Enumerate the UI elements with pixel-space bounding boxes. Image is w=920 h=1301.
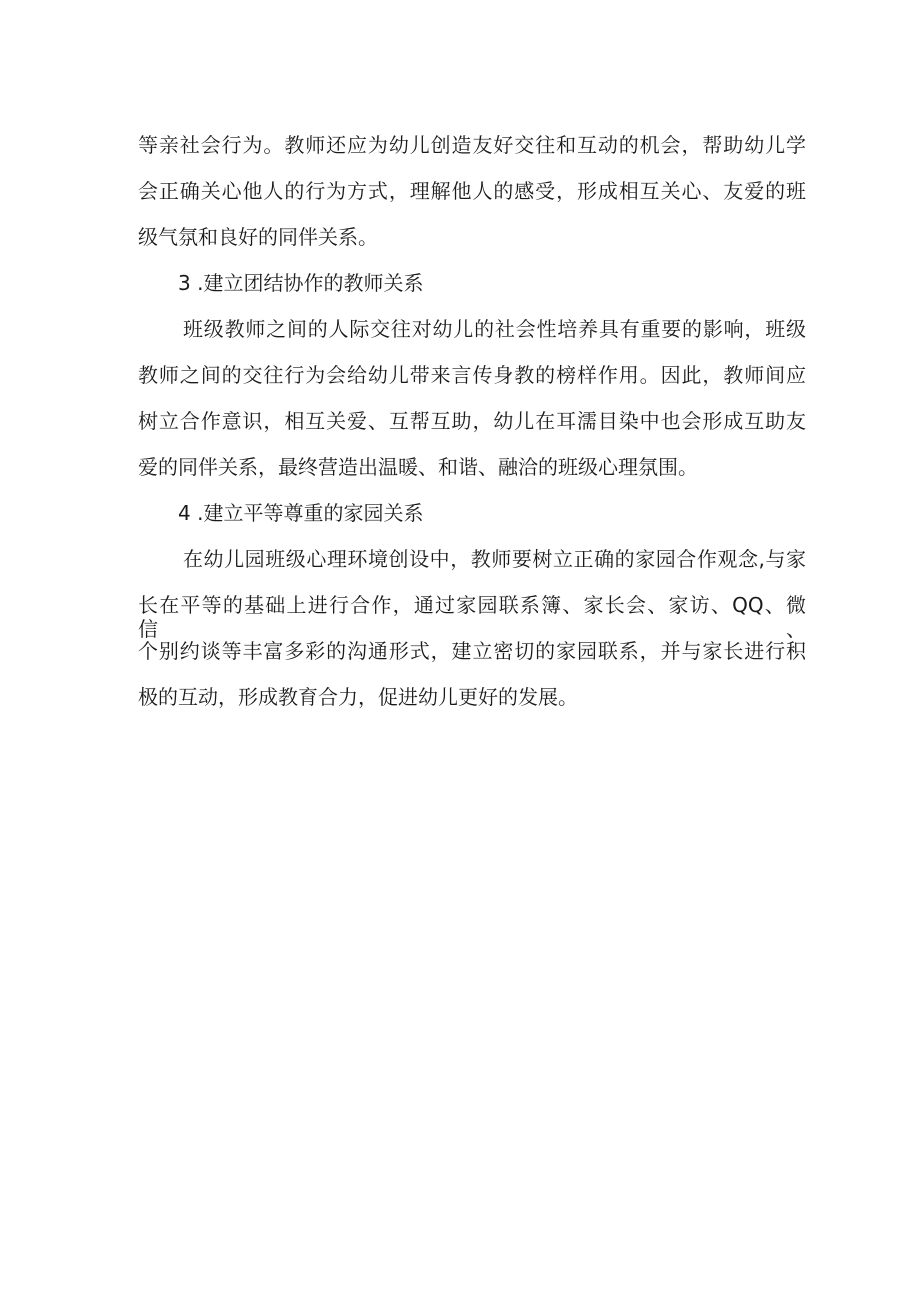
intro-paragraph-line-3: 级气氛和良好的同伴关系。 [138, 225, 378, 249]
section-3-paragraph-line-4: 爱的同伴关系，最终营造出温暖、和谐、融洽的班级心理氛围。 [138, 455, 698, 479]
section-4-heading: 4 .建立平等尊重的家园关系 [178, 501, 424, 525]
section-4-paragraph-line-2: 长在平等的基础上进行合作，通过家园联系簿、家长会、家访、QQ、微信、 [138, 593, 806, 641]
section-3-paragraph-line-3: 树立合作意识，相互关爱、互帮互助，幼儿在耳濡目染中也会形成互助友 [138, 409, 806, 433]
document-body [138, 133, 806, 709]
section-3-paragraph-line-1: 班级教师之间的人际交往对幼儿的社会性培养具有重要的影响，班级 [183, 317, 806, 341]
intro-paragraph-line-2: 会正确关心他人的行为方式，理解他人的感受，形成相互关心、友爱的班 [138, 179, 806, 203]
section-4-paragraph-line-1: 在幼儿园班级心理环境创设中，教师要树立正确的家园合作观念,与家 [183, 547, 806, 571]
intro-paragraph-line-1: 等亲社会行为。教师还应为幼儿创造友好交往和互动的机会，帮助幼儿学 [138, 133, 806, 157]
section-4-paragraph-line-4: 极的互动，形成教育合力，促进幼儿更好的发展。 [138, 685, 578, 709]
section-3-paragraph-line-2: 教师之间的交往行为会给幼儿带来言传身教的榜样作用。因此，教师间应 [138, 363, 806, 387]
section-3-heading: 3 .建立团结协作的教师关系 [178, 271, 424, 295]
section-4-paragraph-line-3: 个别约谈等丰富多彩的沟通形式，建立密切的家园联系，并与家长进行积 [138, 639, 806, 663]
